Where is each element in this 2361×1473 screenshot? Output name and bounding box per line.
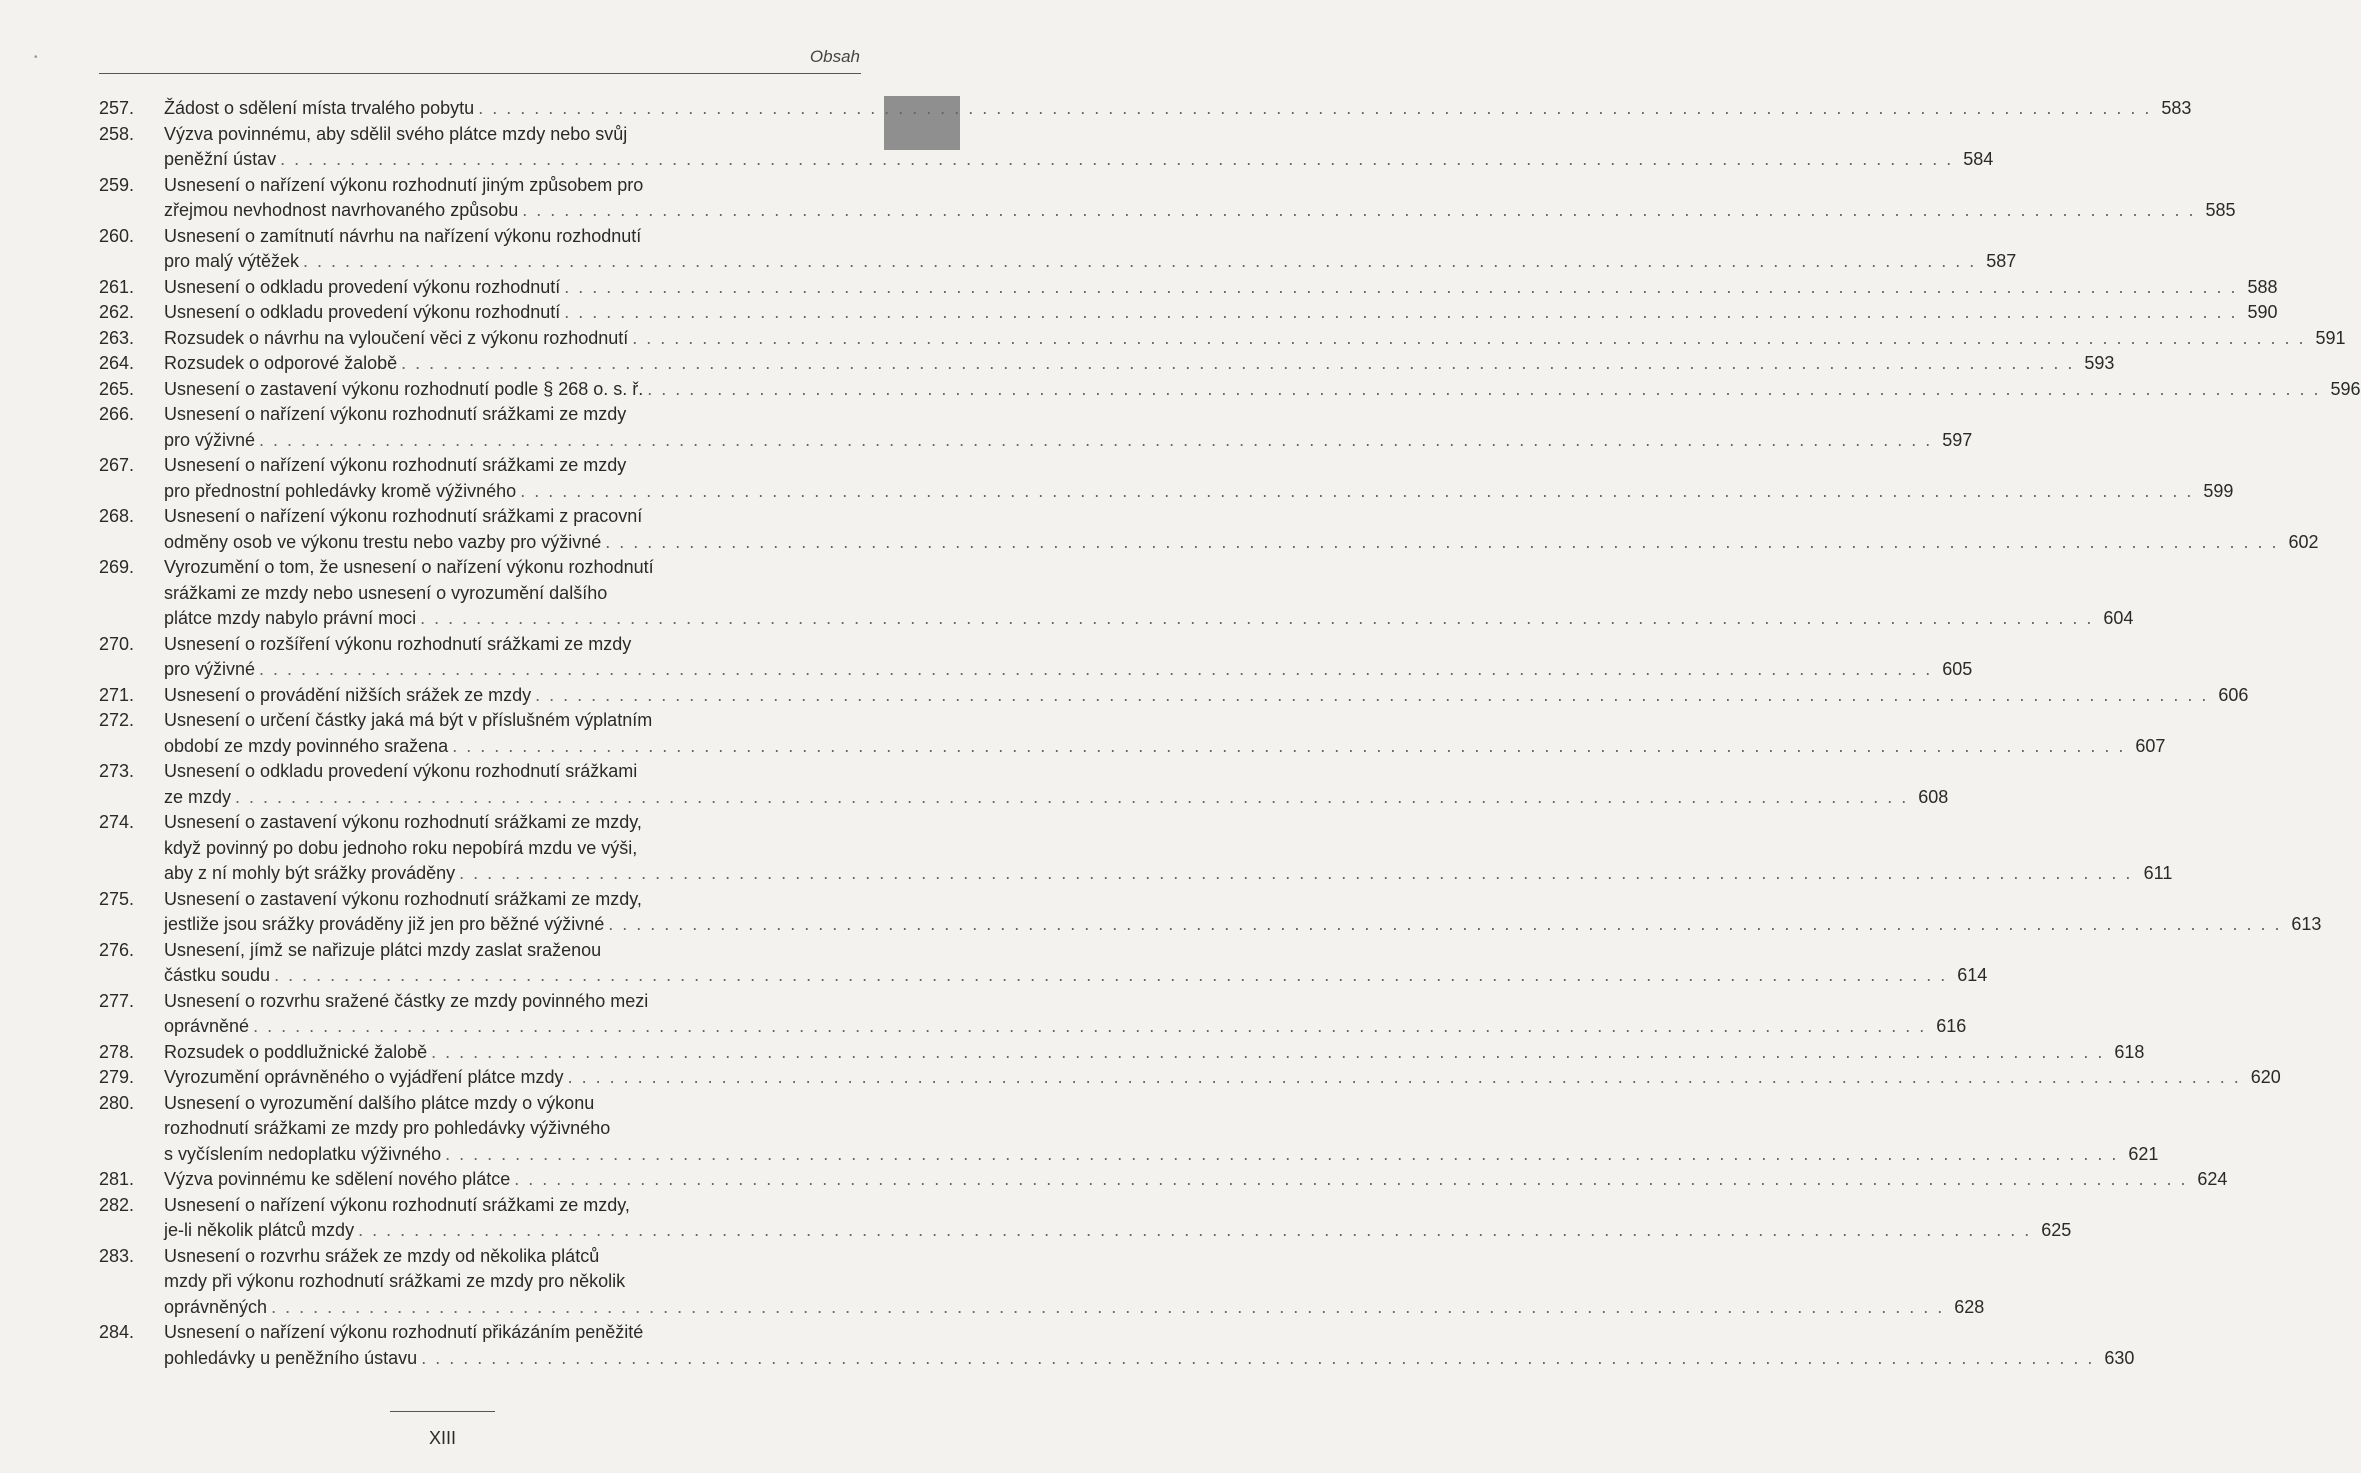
toc-entry-page: 599: [2203, 480, 2234, 501]
toc-entry-title-line: odměny osob ve výkonu trestu nebo vazby pro výživné: [164, 531, 602, 552]
toc-entry-title-line: Usnesení o nařízení výkonu rozhodnutí srážkami z pracovní: [164, 506, 643, 526]
toc-entry-page: 630: [2104, 1347, 2135, 1368]
toc-entry: [99, 708, 2166, 759]
toc-entry: [99, 504, 2319, 555]
toc-entry-body: [164, 504, 2318, 555]
toc-entry-title-line: Rozsudek o návrhu na vyloučení věci z výkonu rozhodnutí: [164, 327, 629, 348]
toc-entry-number: 274.: [99, 812, 135, 832]
toc-entry-last-line: [164, 657, 1972, 683]
toc-entry: [99, 326, 2346, 352]
toc-entry-last-line: [164, 912, 2321, 938]
toc-entry-last-line: [164, 1295, 1984, 1321]
toc-entry-title-line: Usnesení o zamítnutí návrhu na nařízení výkonu rozhodnutí: [164, 225, 642, 246]
dot-leader: . . . . . . . . . . . . . . . . . . . . . . . . . . . . . . . . . . . . . . . . . . . . . . . . . . . . . . . . . . . . . . . . . . . . . . . . . . . . . . . . . . . . . . . . . . . . . . . . . . . . . . . . . . . . . . . . . . . . . . . .: [564, 302, 2238, 322]
toc-entry-title-line: částku soudu: [164, 965, 271, 985]
toc-entry-page: 614: [1957, 965, 1988, 985]
toc-entry-last-line: [164, 861, 2172, 887]
toc-entry: [99, 122, 1994, 173]
toc-entry: [99, 1193, 2072, 1244]
toc-entry-number: 272.: [99, 710, 135, 730]
dot-leader: . . . . . . . . . . . . . . . . . . . . . . . . . . . . . . . . . . . . . . . . . . . . . . . . . . . . . . . . . . . . . . . . . . . . . . . . . . . . . . . . . . . . . . . . . . . . . . . . . . . . . . . . . . . . . . . . . . . . . . . .: [253, 1016, 1927, 1036]
dot-leader: . . . . . . . . . . . . . . . . . . . . . . . . . . . . . . . . . . . . . . . . . . . . . . . . . . . . . . . . . . . . . . . . . . . . . . . . . . . . . . . . . . . . . . . . . . . . . . . . . . . . . . . . . . . . . . . . . . . . . . . .: [535, 684, 2209, 705]
toc-entry: [99, 224, 2017, 275]
toc-entry-title-line: období ze mzdy povinného sražena: [164, 735, 449, 756]
toc-entry-title-line: Usnesení o rozšíření výkonu rozhodnutí srážkami ze mzdy: [164, 633, 632, 654]
header-title: Obsah: [809, 47, 860, 66]
footer-rule: [390, 1411, 495, 1412]
toc-entry: [99, 683, 2249, 709]
toc-entry-body: [164, 1065, 2281, 1091]
toc-entry-title-line: Usnesení o provádění nižších srážek ze mzdy: [164, 684, 532, 705]
toc-entry-body: [164, 938, 1987, 989]
dot-leader: . . . . . . . . . . . . . . . . . . . . . . . . . . . . . . . . . . . . . . . . . . . . . . . . . . . . . . . . . . . . . . . . . . . . . . . . . . . . . . . . . . . . . . . . . . . . . . . . . . . . . . . . . . . . . . . . . . . . . . . .: [431, 1041, 2105, 1062]
toc-entry-body: [164, 1244, 1984, 1321]
toc-entry-number: 260.: [99, 225, 135, 246]
toc-entry-last-line: [164, 275, 2278, 301]
toc-entry-number: 278.: [99, 1041, 135, 1062]
toc-entry-title-line: Usnesení o zastavení výkonu rozhodnutí srážkami ze mzdy,: [164, 812, 642, 832]
toc-entry-title-line: Usnesení o nařízení výkonu rozhodnutí srážkami ze mzdy: [164, 404, 627, 424]
toc-entry-title-line: pro výživné: [164, 659, 256, 679]
toc-entry-page: 611: [2143, 863, 2173, 883]
toc-entry-title-line: jestliže jsou srážky prováděny již jen pro běžné výživné: [164, 914, 605, 934]
toc-entry-body: [164, 555, 2133, 632]
toc-entry: [99, 938, 1988, 989]
toc-entry-last-line: [164, 428, 1972, 454]
toc-entry-number: 276.: [99, 939, 135, 960]
toc-entry-number: 282.: [99, 1194, 135, 1215]
toc-entry-title-line: Vyrozumění o tom, že usnesení o nařízení výkonu rozhodnutí: [164, 557, 654, 577]
dot-leader: . . . . . . . . . . . . . . . . . . . . . . . . . . . . . . . . . . . . . . . . . . . . . . . . . . . . . . . . . . . . . . . . . . . . . . . . . . . . . . . . . . . . . . . . . . . . . . . . . . . . . . . . . . . . . . . . . . . . . . . .: [445, 1143, 2119, 1164]
toc-entry-body: [164, 377, 2361, 403]
toc-entry-last-line: [164, 1167, 2227, 1193]
dot-leader: . . . . . . . . . . . . . . . . . . . . . . . . . . . . . . . . . . . . . . . . . . . . . . . . . . . . . . . . . . . . . . . . . . . . . . . . . . . . . . . . . . . . . . . . . . . . . . . . . . . . . . . . . . . . . . . . . . . . . . . .: [420, 608, 2094, 628]
dot-leader: . . . . . . . . . . . . . . . . . . . . . . . . . . . . . . . . . . . . . . . . . . . . . . . . . . . . . . . . . . . . . . . . . . . . . . . . . . . . . . . . . . . . . . . . . . . . . . . . . . . . . . . . . . . . . . . . . . . . . . . .: [567, 1067, 2241, 1087]
toc-entry-number: 271.: [99, 684, 135, 705]
toc-entry: [99, 96, 2192, 122]
header-rule: [99, 73, 861, 74]
toc-entry-number: 258.: [99, 123, 135, 144]
toc-entry-title-line: pro výživné: [164, 429, 256, 450]
toc-entry-title-line: oprávněných: [164, 1296, 268, 1317]
toc-entry-page: 618: [2114, 1041, 2145, 1062]
dot-leader: . . . . . . . . . . . . . . . . . . . . . . . . . . . . . . . . . . . . . . . . . . . . . . . . . . . . . . . . . . . . . . . . . . . . . . . . . . . . . . . . . . . . . . . . . . . . . . . . . . . . . . . . . . . . . . . . . . . . . . . .: [522, 200, 2196, 220]
toc-entry-last-line: [164, 1014, 1966, 1040]
toc-entry-last-line: [164, 351, 2114, 377]
dot-leader: . . . . . . . . . . . . . . . . . . . . . . . . . . . . . . . . . . . . . . . . . . . . . . . . . . . . . . . . . . . . . . . . . . . . . . . . . . . . . . . . . . . . . . . . . . . . . . . . . . . . . . . . . . . . . . . . . . . . . . . .: [452, 735, 2126, 756]
toc-entry-title-line: Rozsudek o odporové žalobě: [164, 353, 398, 373]
toc-entry-title-line: když povinný po dobu jednoho roku nepobírá mzdu ve výši,: [164, 837, 638, 858]
dot-leader: . . . . . . . . . . . . . . . . . . . . . . . . . . . . . . . . . . . . . . . . . . . . . . . . . . . . . . . . . . . . . . . . . . . . . . . . . . . . . . . . . . . . . . . . . . . . . . . . . . . . . . . . . . . . . . . . . . . . . . . .: [514, 1169, 2188, 1189]
toc-entry-last-line: [164, 479, 2233, 505]
toc-entry-number: 265.: [99, 378, 135, 399]
toc-entry-body: [164, 1040, 2144, 1066]
dot-leader: . . . . . . . . . . . . . . . . . . . . . . . . . . . . . . . . . . . . . . . . . . . . . . . . . . . . . . . . . . . . . . . . . . . . . . . . . . . . . . . . . . . . . . . . . . . . . . . . . . . . . . . . . . . . . . . . . . . . . . . .: [303, 251, 1977, 271]
dot-leader: . . . . . . . . . . . . . . . . . . . . . . . . . . . . . . . . . . . . . . . . . . . . . . . . . . . . . . . . . . . . . . . . . . . . . . . . . . . . . . . . . . . . . . . . . . . . . . . . . . . . . . . . . . . . . . . . . . . . . . . .: [280, 149, 1954, 169]
toc-entry-page: 613: [2291, 914, 2322, 934]
toc-entry-title-line: peněžní ústav: [164, 149, 277, 169]
toc-entry: [99, 759, 1949, 810]
toc-entry-page: 607: [2135, 735, 2166, 756]
toc-entry-title-line: rozhodnutí srážkami ze mzdy pro pohledávky výživného: [164, 1118, 611, 1138]
footer-page-number: XIII: [428, 1428, 456, 1448]
toc-entry-number: 267.: [99, 455, 135, 475]
toc-entry-last-line: [164, 249, 2016, 275]
toc-entry-page: 606: [2218, 684, 2249, 705]
dot-leader: . . . . . . . . . . . . . . . . . . . . . . . . . . . . . . . . . . . . . . . . . . . . . . . . . . . . . . . . . . . . . . . . . . . . . . . . . . . . . . . . . . . . . . . . . . . . . . . . . . . . . . . . . . . . . . . . . . . . . . . .: [235, 786, 1909, 807]
toc-entry-number: 283.: [99, 1245, 135, 1266]
toc-entry: [99, 173, 2236, 224]
toc-entry-last-line: [164, 326, 2346, 352]
toc-entry-page: 628: [1954, 1296, 1985, 1317]
dot-leader: . . . . . . . . . . . . . . . . . . . . . . . . . . . . . . . . . . . . . . . . . . . . . . . . . . . . . . . . . . . . . . . . . . . . . . . . . . . . . . . . . . . . . . . . . . . . . . . . . . . . . . . . . . . . . . . . . . . . . . . .: [259, 659, 1933, 679]
toc-entry-body: [164, 810, 2172, 887]
toc-entry-body: [164, 632, 1972, 683]
toc-entry-number: 261.: [99, 276, 135, 297]
toc-entry-title-line: Usnesení o nařízení výkonu rozhodnutí srážkami ze mzdy,: [164, 1194, 630, 1215]
toc-entry-page: 620: [2250, 1067, 2281, 1087]
toc-entry-body: [164, 224, 2016, 275]
dot-leader: . . . . . . . . . . . . . . . . . . . . . . . . . . . . . . . . . . . . . . . . . . . . . . . . . . . . . . . . . . . . . . . . . . . . . . . . . . . . . . . . . . . . . . . . . . . . . . . . . . . . . . . . . . . . . . . . . . . . . . . .: [632, 327, 2306, 348]
toc-entry-last-line: [164, 1346, 2134, 1372]
toc-entry-last-line: [164, 683, 2248, 709]
toc-entry-number: 273.: [99, 761, 135, 781]
toc-entry-title-line: je-li několik plátců mzdy: [164, 1220, 355, 1240]
toc-entry-title-line: Vyrozumění oprávněného o vyjádření plátce mzdy: [164, 1067, 564, 1087]
toc-entry: [99, 810, 2173, 887]
toc-entry-title-line: Usnesení o rozvrhu srážek ze mzdy od několika plátců: [164, 1245, 600, 1266]
toc-entry-title-line: aby z ní mohly být srážky prováděny: [164, 863, 456, 883]
toc-entry-body: [164, 275, 2278, 301]
dot-leader: . . . . . . . . . . . . . . . . . . . . . . . . . . . . . . . . . . . . . . . . . . . . . . . . . . . . . . . . . . . . . . . . . . . . . . . . . . . . . . . . . . . . . . . . . . . . . . . . . . . . . . . . . . . . . . . . . . . . . . . .: [605, 531, 2279, 552]
toc-entry: [99, 300, 2278, 326]
toc-entry-number: 281.: [99, 1169, 135, 1189]
toc-entry-title-line: Rozsudek o poddlužnické žalobě: [164, 1041, 428, 1062]
toc-entry: [99, 351, 2115, 377]
toc-entry-last-line: [164, 198, 2235, 224]
toc-entry-number: 263.: [99, 327, 135, 348]
toc-entry-body: [164, 351, 2114, 377]
toc-entry-page: 585: [2205, 200, 2236, 220]
toc-entry-last-line: [164, 785, 1948, 811]
toc-entry-last-line: [164, 147, 1993, 173]
toc-entry-body: [164, 453, 2233, 504]
dot-leader: . . . . . . . . . . . . . . . . . . . . . . . . . . . . . . . . . . . . . . . . . . . . . . . . . . . . . . . . . . . . . . . . . . . . . . . . . . . . . . . . . . . . . . . . . . . . . . . . . . . . . . . . . . . . . . . . . . . . . . . .: [358, 1220, 2032, 1240]
toc-entry-number: 270.: [99, 633, 135, 654]
toc-entry-last-line: [164, 300, 2278, 326]
toc-entry: [99, 1040, 2145, 1066]
toc-entry-body: [164, 683, 2248, 709]
toc-entry-last-line: [164, 1142, 2158, 1168]
toc-entry-title-line: Usnesení o nařízení výkonu rozhodnutí přikázáním peněžité: [164, 1322, 644, 1342]
dot-leader: . . . . . . . . . . . . . . . . . . . . . . . . . . . . . . . . . . . . . . . . . . . . . . . . . . . . . . . . . . . . . . . . . . . . . . . . . . . . . . . . . . . . . . . . . . . . . . . . . . . . . . . . . . . . . . . . . . . . . . . .: [608, 914, 2282, 934]
toc-entry-body: [164, 989, 1966, 1040]
toc-entry-title-line: plátce mzdy nabylo právní moci: [164, 608, 417, 628]
toc-entry-page: 584: [1963, 149, 1994, 169]
toc-entry-title-line: Usnesení o odkladu provedení výkonu rozhodnutí: [164, 276, 561, 297]
toc-entry: [99, 1065, 2281, 1091]
toc-entry-body: [164, 1091, 2158, 1168]
toc-entry-last-line: [164, 963, 1987, 989]
toc-entry-title-line: mzdy při výkonu rozhodnutí srážkami ze mzdy pro několik: [164, 1271, 626, 1291]
dot-leader: . . . . . . . . . . . . . . . . . . . . . . . . . . . . . . . . . . . . . . . . . . . . . . . . . . . . . . . . . . . . . . . . . . . . . . . . . . . . . . . . . . . . . . . . . . . . . . . . . . . . . . . . . . . . . . . . . . . . . . . .: [564, 276, 2238, 297]
toc-entry-page: 591: [2315, 327, 2346, 348]
toc-entry-page: 605: [1942, 659, 1973, 679]
toc-entry-number: 264.: [99, 353, 135, 373]
toc-entry-title-line: Usnesení o odkladu provedení výkonu rozhodnutí: [164, 302, 561, 322]
toc-entry-title-line: Usnesení o vyrozumění dalšího plátce mzdy o výkonu: [164, 1092, 595, 1113]
toc-entry-title-line: Usnesení o nařízení výkonu rozhodnutí srážkami ze mzdy: [164, 455, 627, 475]
toc-entry-title-line: Usnesení o rozvrhu sražené částky ze mzdy povinného mezi: [164, 990, 649, 1011]
toc-entry-page: 624: [2197, 1169, 2228, 1189]
dot-leader: . . . . . . . . . . . . . . . . . . . . . . . . . . . . . . . . . . . . . . . . . . . . . . . . . . . . . . . . . . . . . . . . . . . . . . . . . . . . . . . . . . . . . . . . . . . . . . . . . . . . . . . . . . . . . . . . . . . . . . . .: [274, 965, 1948, 985]
toc-entry-number: 257.: [99, 98, 135, 118]
toc-entry: [99, 1244, 1985, 1321]
toc-entry-title-line: Usnesení o nařízení výkonu rozhodnutí jiným způsobem pro: [164, 174, 644, 195]
toc-entry-page: 625: [2041, 1220, 2072, 1240]
toc-entry-title-line: Výzva povinnému ke sdělení nového plátce: [164, 1169, 511, 1189]
toc-entry-body: [164, 96, 2191, 122]
dot-leader: . . . . . . . . . . . . . . . . . . . . . . . . . . . . . . . . . . . . . . . . . . . . . . . . . . . . . . . . . . . . . . . . . . . . . . . . . . . . . . . . . . . . . . . . . . . . . . . . . . . . . . . . . . . . . . . . . . . . . . . .: [421, 1347, 2095, 1368]
toc-entry-page: 583: [2161, 98, 2192, 118]
toc-entry-last-line: [164, 1218, 2071, 1244]
dot-leader: . . . . . . . . . . . . . . . . . . . . . . . . . . . . . . . . . . . . . . . . . . . . . . . . . . . . . . . . . . . . . . . . . . . . . . . . . . . . . . . . . . . . . . . . . . . . . . . . . . . . . . . . . . . . . . . . . . . . . . . .: [459, 863, 2133, 883]
toc-entry-body: [164, 173, 2235, 224]
toc-entry: [99, 632, 1973, 683]
toc-entry-body: [164, 1320, 2134, 1371]
toc-entry-page: 621: [2128, 1143, 2159, 1164]
toc-entry-last-line: [164, 1040, 2144, 1066]
toc-entry-page: 593: [2084, 353, 2115, 373]
toc-entry-number: 266.: [99, 404, 135, 424]
toc-entry-last-line: [164, 1065, 2281, 1091]
toc-entry-number: 279.: [99, 1067, 135, 1087]
toc-entry-number: 284.: [99, 1322, 135, 1342]
toc-entry: [99, 887, 2322, 938]
toc-entry-last-line: [164, 606, 2133, 632]
toc-entry-body: [164, 326, 2346, 352]
toc-entry-number: 277.: [99, 990, 135, 1011]
dot-leader: . . . . . . . . . . . . . . . . . . . . . . . . . . . . . . . . . . . . . . . . . . . . . . . . . . . . . . . . . . . . . . . . . . . . . . . . . . . . . . . . . . . . . . . . . . . . . . . . . . . . . . . . . . . . . . . . . . . . . . . .: [478, 98, 2152, 118]
toc-entry-title-line: s vyčíslením nedoplatku výživného: [164, 1143, 442, 1164]
toc-entry: [99, 989, 1967, 1040]
toc-entry-title-line: Usnesení o zastavení výkonu rozhodnutí podle § 268 o. s. ř.: [164, 378, 644, 399]
toc-entry-body: [164, 887, 2321, 938]
toc-entry-title-line: oprávněné: [164, 1016, 250, 1036]
toc-entry-number: 268.: [99, 506, 135, 526]
toc-entry-number: 280.: [99, 1092, 135, 1113]
toc-entry-title-line: Žádost o sdělení místa trvalého pobytu: [164, 98, 475, 118]
toc-entry-last-line: [164, 734, 2165, 760]
toc-entry-number: 275.: [99, 888, 135, 909]
toc-entry-title-line: Usnesení o zastavení výkonu rozhodnutí srážkami ze mzdy,: [164, 888, 642, 909]
toc-entry: [99, 377, 2361, 403]
toc-entry-body: [164, 402, 1972, 453]
toc-entry-title-line: Výzva povinnému, aby sdělil svého plátce mzdy nebo svůj: [164, 123, 628, 144]
dot-leader: . . . . . . . . . . . . . . . . . . . . . . . . . . . . . . . . . . . . . . . . . . . . . . . . . . . . . . . . . . . . . . . . . . . . . . . . . . . . . . . . . . . . . . . . . . . . . . . . . . . . . . . . . . . . . . . . . . . . . . . .: [647, 378, 2321, 399]
toc-entry-number: 259.: [99, 174, 135, 195]
toc-entry-number: 269.: [99, 557, 135, 577]
toc-entry-body: [164, 1193, 2071, 1244]
toc-entry-title-line: pohledávky u peněžního ústavu: [164, 1347, 418, 1368]
toc-entry-title-line: zřejmou nevhodnost navrhovaného způsobu: [164, 200, 519, 220]
toc-entry: [99, 453, 2234, 504]
toc-entry-title-line: srážkami ze mzdy nebo usnesení o vyrozumění dalšího: [164, 582, 608, 603]
toc-entry-body: [164, 1167, 2227, 1193]
toc-entry-body: [164, 122, 1993, 173]
toc-entry-page: 616: [1936, 1016, 1967, 1036]
toc-entry-page: 588: [2247, 276, 2278, 297]
toc-entry-page: 590: [2247, 302, 2278, 322]
toc-entry-last-line: [164, 377, 2361, 403]
toc-entry-page: 604: [2103, 608, 2134, 628]
toc-entry-last-line: [164, 96, 2191, 122]
toc-entry-page: 597: [1942, 429, 1973, 450]
toc-entry-title-line: Usnesení o určení částky jaká má být v příslušném výplatním: [164, 710, 653, 730]
table-of-contents: [99, 96, 2361, 1371]
toc-entry-last-line: [164, 530, 2318, 556]
toc-entry-title-line: Usnesení o odkladu provedení výkonu rozhodnutí srážkami: [164, 761, 638, 781]
dot-leader: . . . . . . . . . . . . . . . . . . . . . . . . . . . . . . . . . . . . . . . . . . . . . . . . . . . . . . . . . . . . . . . . . . . . . . . . . . . . . . . . . . . . . . . . . . . . . . . . . . . . . . . . . . . . . . . . . . . . . . . .: [401, 353, 2075, 373]
toc-entry-body: [164, 708, 2165, 759]
toc-entry-page: 596: [2330, 378, 2361, 399]
header-mark: •: [34, 52, 38, 63]
toc-entry: [99, 555, 2134, 632]
toc-entry-body: [164, 300, 2278, 326]
toc-entry: [99, 275, 2278, 301]
toc-entry-page: 602: [2288, 531, 2319, 552]
toc-entry: [99, 1167, 2228, 1193]
toc-entry-title-line: pro malý výtěžek: [164, 251, 300, 271]
toc-entry-title-line: Usnesení, jímž se nařizuje plátci mzdy zaslat sraženou: [164, 939, 602, 960]
toc-entry-number: 262.: [99, 302, 135, 322]
dot-leader: . . . . . . . . . . . . . . . . . . . . . . . . . . . . . . . . . . . . . . . . . . . . . . . . . . . . . . . . . . . . . . . . . . . . . . . . . . . . . . . . . . . . . . . . . . . . . . . . . . . . . . . . . . . . . . . . . . . . . . . .: [271, 1296, 1945, 1317]
toc-entry: [99, 1320, 2135, 1371]
toc-entry: [99, 1091, 2159, 1168]
toc-entry-page: 608: [1918, 786, 1949, 807]
toc-entry-title-line: ze mzdy: [164, 786, 232, 807]
toc-entry-body: [164, 759, 1948, 810]
toc-entry-title-line: pro přednostní pohledávky kromě výživného: [164, 480, 517, 501]
toc-entry: [99, 402, 1973, 453]
dot-leader: . . . . . . . . . . . . . . . . . . . . . . . . . . . . . . . . . . . . . . . . . . . . . . . . . . . . . . . . . . . . . . . . . . . . . . . . . . . . . . . . . . . . . . . . . . . . . . . . . . . . . . . . . . . . . . . . . . . . . . . .: [259, 429, 1933, 450]
toc-entry-page: 587: [1986, 251, 2017, 271]
dot-leader: . . . . . . . . . . . . . . . . . . . . . . . . . . . . . . . . . . . . . . . . . . . . . . . . . . . . . . . . . . . . . . . . . . . . . . . . . . . . . . . . . . . . . . . . . . . . . . . . . . . . . . . . . . . . . . . . . . . . . . . .: [520, 480, 2194, 501]
